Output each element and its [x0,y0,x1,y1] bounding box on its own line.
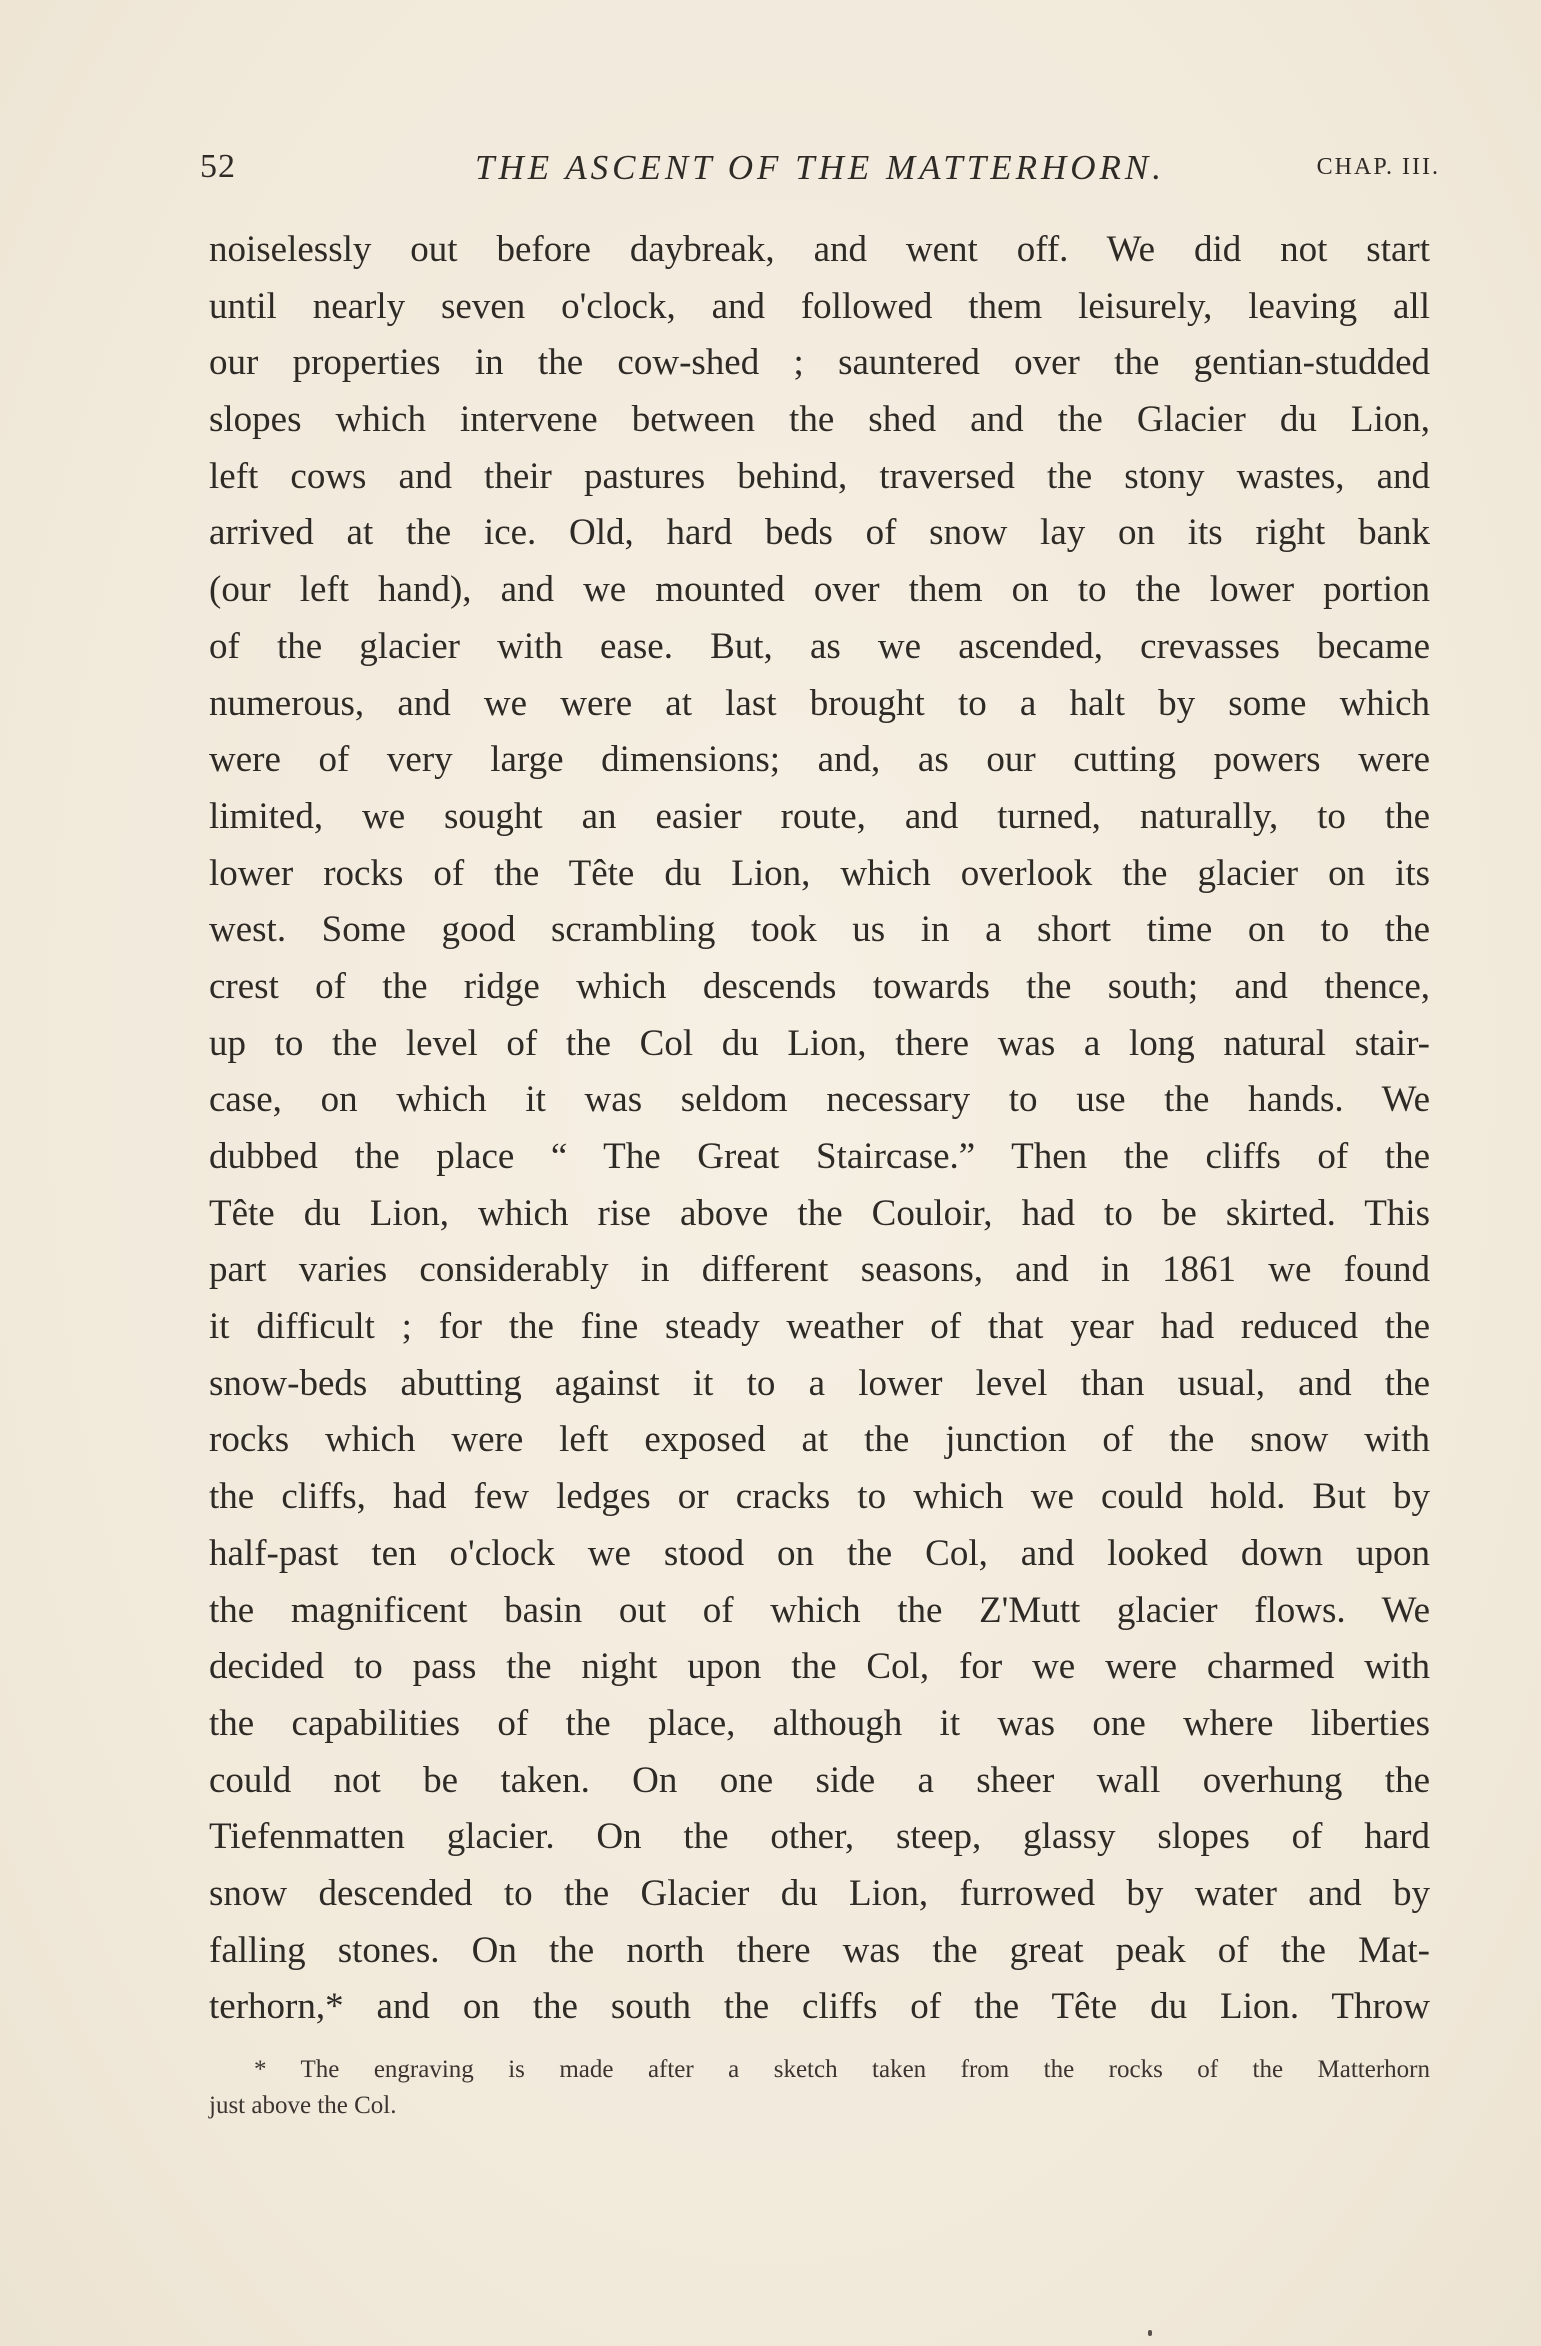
text-line [209,1356,1430,1413]
text-line-content: snow descended to the Glacier du Lion, furrowed by water and by [209,1872,1430,1914]
text-line-content: the capabilities of the place, although it was one where liberties [209,1702,1430,1744]
text-line [209,1753,1430,1810]
footnote-line: * The engraving is made after a sketch taken from the rocks of the Matterhorn [254,2056,1430,2083]
text-line [209,1186,1430,1243]
text-line-content: half-past ten o'clock we stood on the Col, and looked down upon [209,1532,1430,1574]
text-line-content: slopes which intervene between the shed and the Glacier du Lion, [209,399,1430,441]
text-line [209,959,1430,1016]
text-line-content: the cliffs, had few ledges or cracks to which we could hold. But by [209,1476,1430,1518]
text-line [209,449,1430,506]
text-line [209,222,1430,279]
text-line [209,619,1430,676]
text-line-content: Tête du Lion, which rise above the Couloir, had to be skirted. This [209,1192,1430,1234]
print-speck [1148,2330,1152,2336]
text-line [209,1016,1430,1073]
text-line-content: snow-beds abutting against it to a lower level than usual, and the [209,1362,1430,1404]
text-line [209,392,1430,449]
text-line-content: our properties in the cow-shed ; sauntered over the gentian-studded [209,342,1430,384]
text-line [209,1923,1430,1980]
text-line-content: case, on which it was seldom necessary to use the hands. We [209,1079,1430,1121]
text-line-content: it difficult ; for the fine steady weather of that year had reduced the [209,1306,1430,1348]
text-line [209,1299,1430,1356]
text-line-content: crest of the ridge which descends towards the south; and thence, [209,965,1430,1007]
text-line-content: terhorn,* and on the south the cliffs of the Tête du Lion. Throw [209,1986,1430,2028]
page-number: 52 [200,148,236,185]
body-text [209,222,1430,2036]
text-line [209,1979,1430,2036]
text-line-content: limited, we sought an easier route, and turned, naturally, to the [209,795,1430,837]
text-line-content: (our left hand), and we mounted over them on to the lower portion [209,569,1430,611]
text-line [209,676,1430,733]
text-line-content: were of very large dimensions; and, as our cutting powers were [209,739,1430,781]
text-line [209,562,1430,619]
text-line-content: west. Some good scrambling took us in a short time on to the [209,909,1430,951]
text-line-content: dubbed the place “ The Great Staircase.” Then the cliffs of the [209,1136,1430,1177]
text-line [209,1526,1430,1583]
text-line [209,1412,1430,1469]
text-line [209,902,1430,959]
text-line [209,1866,1430,1923]
text-line-content: falling stones. On the north there was the great peak of the Mat- [209,1929,1430,1971]
text-line-content: rocks which were left exposed at the junction of the snow with [209,1419,1430,1461]
text-line [209,1583,1430,1640]
text-line-content: arrived at the ice. Old, hard beds of snow lay on its right bank [209,512,1430,554]
footnote [209,2052,1430,2124]
footnote-line: just above the Col. [209,2092,397,2119]
running-head [200,148,1440,198]
text-line-content: decided to pass the night upon the Col, for we were charmed with [209,1646,1430,1688]
text-line [209,1639,1430,1696]
text-line [209,279,1430,336]
text-line-content: numerous, and we were at last brought to a halt by some which [209,682,1430,724]
text-line-content: Tiefenmatten glacier. On the other, steep, glassy slopes of hard [209,1816,1430,1858]
text-line [209,846,1430,903]
text-line-content: of the glacier with ease. But, as we ascended, crevasses became [209,625,1430,667]
text-line-content: up to the level of the Col du Lion, there was a long natural stair- [209,1022,1430,1064]
text-line-content: until nearly seven o'clock, and followed them leisurely, leaving all [209,285,1430,327]
text-line-content: the magnificent basin out of which the Z'Mutt glacier flows. We [209,1589,1430,1631]
text-line-content: could not be taken. On one side a sheer wall overhung the [209,1759,1430,1801]
text-line-content: noiselessly out before daybreak, and went off. We did not start [209,229,1430,270]
text-line [209,732,1430,789]
text-line [209,1242,1430,1299]
text-line [209,1072,1430,1129]
text-line-content: left cows and their pastures behind, traversed the stony wastes, and [209,455,1430,497]
chapter-label: CHAP. III. [1316,154,1440,180]
text-line [209,1129,1430,1186]
text-line-content: part varies considerably in different seasons, and in 1861 we found [209,1249,1430,1291]
text-line [209,335,1430,392]
text-line [209,789,1430,846]
text-line [209,1809,1430,1866]
running-title: THE ASCENT OF THE MATTERHORN. [475,148,1165,187]
text-line-content: lower rocks of the Tête du Lion, which overlook the glacier on its [209,852,1430,894]
text-line [209,1696,1430,1753]
text-line [209,1469,1430,1526]
text-line [209,505,1430,562]
